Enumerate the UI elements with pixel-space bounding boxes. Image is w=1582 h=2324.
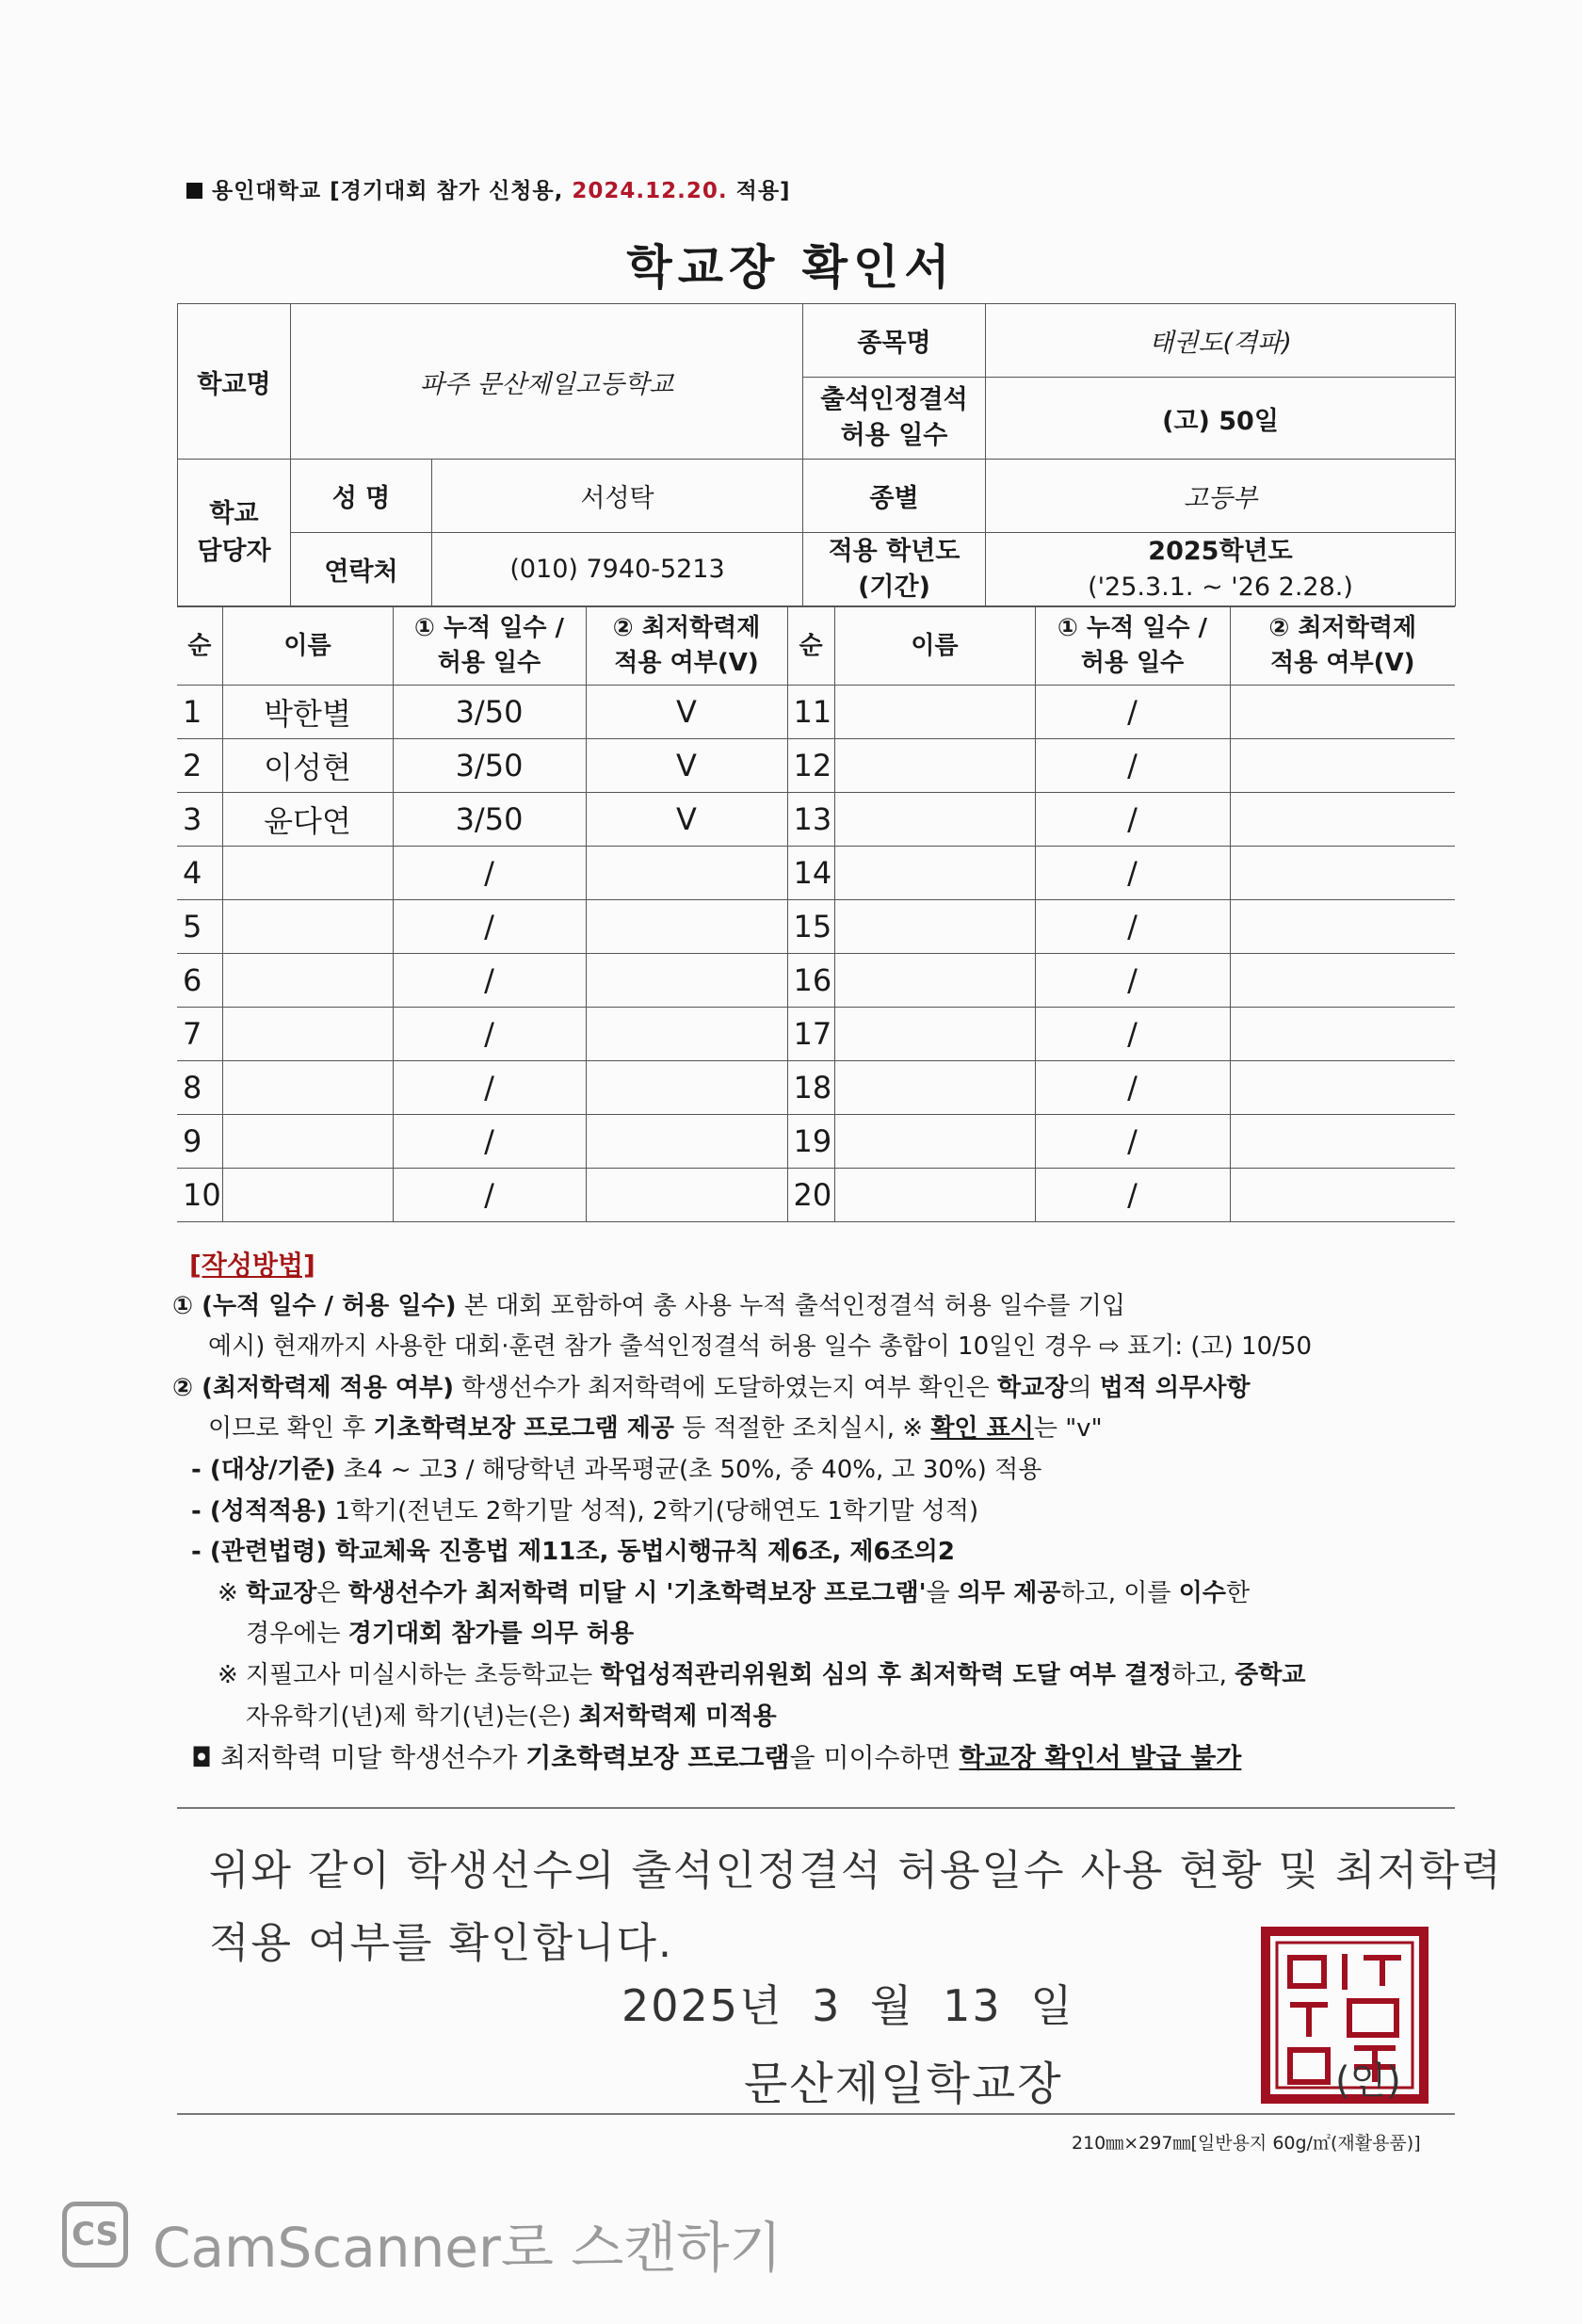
row-number: 11 — [787, 686, 834, 739]
days-used: / — [1035, 900, 1230, 954]
division-value: 고등부 — [986, 460, 1456, 533]
table-row — [177, 900, 1455, 954]
instruction-target: - (대상/기준) 초4 ~ 고3 / 해당학년 과목평균(초 50%, 중 40%, 고 30%) 적용 — [191, 1455, 1042, 1484]
row-number: 4 — [177, 847, 222, 900]
row-number: 20 — [787, 1169, 834, 1222]
min-academic-check — [1230, 1169, 1455, 1222]
watermark-text: CamScanner로 스캔하기 — [153, 2216, 783, 2280]
label-school-staff: 학교 담당자 — [178, 460, 291, 606]
student-name — [834, 1115, 1035, 1169]
row-number: 12 — [787, 739, 834, 793]
min-academic-check — [586, 900, 787, 954]
col-header-min-academic: ② 최저학력제 적용 여부(V) — [586, 607, 787, 686]
student-name — [834, 1169, 1035, 1222]
min-academic-check — [1230, 1061, 1455, 1115]
label-name: 성 명 — [291, 460, 432, 533]
camscanner-logo-icon: CS — [62, 2202, 128, 2268]
days-used: / — [1035, 1008, 1230, 1061]
col-header-no: 순 — [787, 607, 834, 686]
days-used: / — [393, 954, 586, 1008]
student-name — [834, 847, 1035, 900]
label-division: 종별 — [803, 460, 986, 533]
table-row — [177, 793, 1455, 847]
min-academic-check — [1230, 900, 1455, 954]
days-used: / — [1035, 1169, 1230, 1222]
instruction-note-1: ※ 학교장은 학생선수가 최저학력 미달 시 '기초학력보장 프로그램'을 의무 제공하고, 이를 이수한 — [218, 1578, 1251, 1607]
student-name — [222, 954, 393, 1008]
instruction-warning: ◘ 최저학력 미달 학생선수가 기초학력보장 프로그램을 미이수하면 학교장 확인서 발급 불가 — [191, 1742, 1242, 1774]
instruction-2: ② (최저학력제 적용 여부) 학생선수가 최저학력에 도달하였는지 여부 확인은 학교장의 법적 의무사항 — [172, 1373, 1251, 1402]
student-name: 박한별 — [222, 686, 393, 739]
label-school-year: 적용 학년도 (기간) — [803, 533, 986, 606]
student-name: 윤다연 — [222, 793, 393, 847]
student-name: 이성현 — [222, 739, 393, 793]
divider — [177, 2113, 1455, 2115]
days-used: / — [1035, 1115, 1230, 1169]
min-academic-check: V — [586, 686, 787, 739]
days-used: / — [393, 1061, 586, 1115]
instruction-2-cont: 이므로 확인 후 기초학력보장 프로그램 제공 등 적절한 조치실시, ※ 확인 표시는 "v" — [208, 1414, 1103, 1444]
student-table — [177, 606, 1455, 1222]
days-used: 3/50 — [393, 739, 586, 793]
divider — [177, 1807, 1455, 1809]
row-number: 6 — [177, 954, 222, 1008]
min-academic-check — [586, 1169, 787, 1222]
min-academic-check: V — [586, 739, 787, 793]
instruction-note-2-cont: 자유학기(년)제 학기(년)는(은) 최저학력제 미적용 — [246, 1702, 777, 1731]
table-row — [177, 1061, 1455, 1115]
min-academic-check — [586, 847, 787, 900]
student-name — [834, 739, 1035, 793]
table-row — [177, 1169, 1455, 1222]
instruction-law: - (관련법령) 학교체육 진흥법 제11조, 동법시행규칙 제6조, 제6조의2 — [191, 1538, 955, 1567]
row-number: 13 — [787, 793, 834, 847]
days-used: / — [1035, 686, 1230, 739]
days-used: / — [1035, 793, 1230, 847]
days-used: / — [1035, 739, 1230, 793]
student-name — [222, 1115, 393, 1169]
row-number: 10 — [177, 1169, 222, 1222]
min-academic-check — [1230, 1115, 1455, 1169]
staff-name-value: 서성탁 — [432, 460, 803, 533]
col-header-name: 이름 — [834, 607, 1035, 686]
instruction-1-example: 예시) 현재까지 사용한 대회·훈련 참가 출석인정결석 허용 일수 총합이 10일인 경우 ⇨ 표기: (고) 10/50 — [208, 1332, 1313, 1362]
min-academic-check — [586, 1061, 787, 1115]
paper-spec: 210㎜×297㎜[일반용지 60g/㎡(재활용품)] — [1072, 2133, 1421, 2154]
instruction-grades: - (성적적용) 1학기(전년도 2학기말 성적), 2학기(당해연도 1학기말 성적) — [191, 1496, 979, 1525]
label-school-name: 학교명 — [178, 304, 291, 460]
row-number: 19 — [787, 1115, 834, 1169]
student-name — [834, 1008, 1035, 1061]
min-academic-check — [1230, 793, 1455, 847]
page-title: 학교장 확인서 — [626, 240, 956, 295]
allowed-days-value: (고) 50일 — [986, 378, 1456, 460]
min-academic-check — [586, 1115, 787, 1169]
min-academic-check — [586, 954, 787, 1008]
student-name — [222, 900, 393, 954]
min-academic-check — [1230, 686, 1455, 739]
student-name — [834, 954, 1035, 1008]
days-used: / — [393, 1169, 586, 1222]
sport-value: 태권도(격파) — [986, 304, 1456, 378]
label-contact: 연락처 — [291, 533, 432, 606]
days-used: / — [393, 1115, 586, 1169]
confirmation-text: 위와 같이 학생선수의 출석인정결석 허용일수 사용 현황 및 최저학력 적용 여부를 확인합니다. — [209, 1847, 1503, 1967]
label-sport: 종목명 — [803, 304, 986, 378]
min-academic-check — [1230, 739, 1455, 793]
row-number: 17 — [787, 1008, 834, 1061]
seal-text: (인) — [1335, 2059, 1401, 2103]
col-header-no: 순 — [177, 607, 222, 686]
col-header-days: ① 누적 일수 / 허용 일수 — [393, 607, 586, 686]
contact-value: (010) 7940-5213 — [432, 533, 803, 606]
student-name — [222, 1008, 393, 1061]
instruction-1: ① (누적 일수 / 허용 일수) 본 대회 포함하여 총 사용 누적 출석인정결석 허용 일수를 기입 — [172, 1291, 1126, 1320]
student-name — [222, 1061, 393, 1115]
label-allowed-days: 출석인정결석 허용 일수 — [803, 378, 986, 460]
school-info-table — [177, 303, 1456, 606]
table-row — [177, 1008, 1455, 1061]
days-used: / — [1035, 954, 1230, 1008]
student-rows — [177, 686, 1455, 1222]
col-header-days: ① 누적 일수 / 허용 일수 — [1035, 607, 1230, 686]
table-row — [177, 954, 1455, 1008]
student-name — [222, 1169, 393, 1222]
table-row — [177, 1115, 1455, 1169]
row-number: 8 — [177, 1061, 222, 1115]
min-academic-check — [1230, 847, 1455, 900]
col-header-name: 이름 — [222, 607, 393, 686]
student-name — [834, 686, 1035, 739]
table-row — [177, 847, 1455, 900]
instructions — [172, 1245, 1453, 1779]
min-academic-check: V — [586, 793, 787, 847]
student-name — [834, 1061, 1035, 1115]
row-number: 14 — [787, 847, 834, 900]
days-used: / — [393, 1008, 586, 1061]
principal-name: 문산제일학교장 — [744, 2058, 1063, 2110]
table-row — [177, 686, 1455, 739]
school-name-value: 파주 문산제일고등학교 — [291, 304, 803, 460]
school-year-value: 2025학년도 ('25.3.1. ~ '26 2.28.) — [986, 533, 1456, 606]
min-academic-check — [586, 1008, 787, 1061]
row-number: 5 — [177, 900, 222, 954]
student-name — [834, 793, 1035, 847]
row-number: 7 — [177, 1008, 222, 1061]
student-name — [834, 900, 1035, 954]
row-number: 2 — [177, 739, 222, 793]
instruction-note-1-cont: 경우에는 경기대회 참가를 의무 허용 — [246, 1620, 635, 1649]
row-number: 1 — [177, 686, 222, 739]
student-name — [222, 847, 393, 900]
row-number: 15 — [787, 900, 834, 954]
row-number: 18 — [787, 1061, 834, 1115]
table-row — [177, 739, 1455, 793]
bullet-square-icon — [186, 183, 202, 199]
issue-date: 2025년 3 월 13 일 — [622, 1980, 1074, 2031]
row-number: 9 — [177, 1115, 222, 1169]
row-number: 3 — [177, 793, 222, 847]
days-used: / — [1035, 847, 1230, 900]
form-header: 용인대학교 [경기대회 참가 신청용, 2024.12.20. 적용] — [186, 173, 791, 204]
min-academic-check — [1230, 954, 1455, 1008]
instruction-note-2: ※ 지필고사 미실시하는 초등학교는 학업성적관리위원회 심의 후 최저학력 도달 여부 결정하고, 중학교 — [218, 1660, 1306, 1689]
instructions-heading: [작성방법] — [189, 1250, 315, 1281]
days-used: / — [393, 900, 586, 954]
days-used: / — [1035, 1061, 1230, 1115]
min-academic-check — [1230, 1008, 1455, 1061]
days-used: 3/50 — [393, 686, 586, 739]
row-number: 16 — [787, 954, 834, 1008]
days-used: / — [393, 847, 586, 900]
days-used: 3/50 — [393, 793, 586, 847]
col-header-min-academic: ② 최저학력제 적용 여부(V) — [1230, 607, 1455, 686]
